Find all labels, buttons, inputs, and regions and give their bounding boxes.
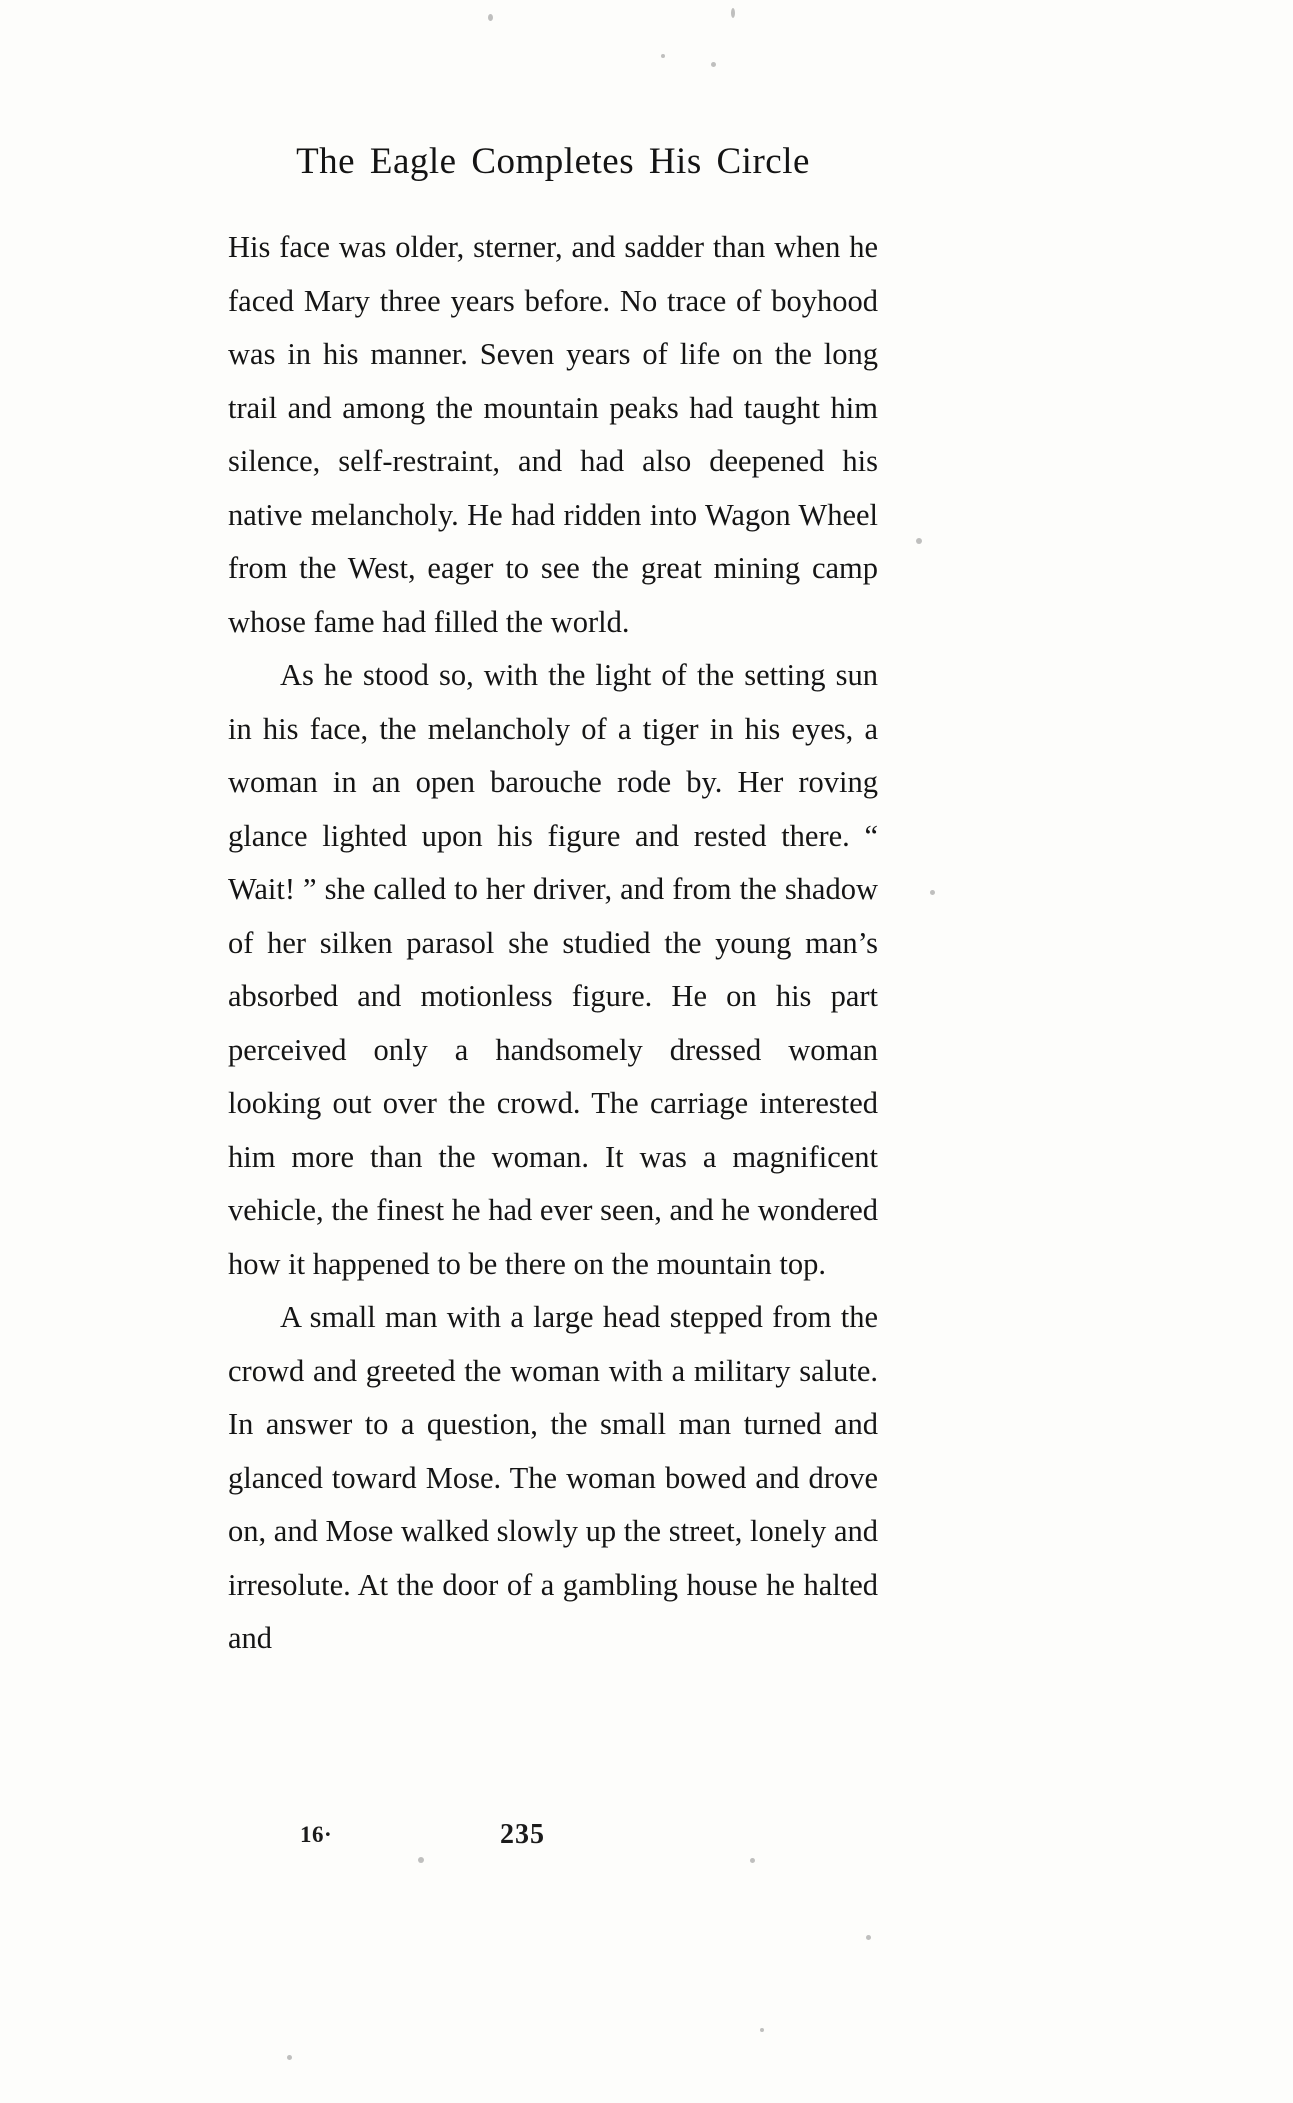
chapter-title: The Eagle Completes His Circle: [296, 141, 810, 182]
page-number: 235: [500, 1819, 545, 1850]
paragraph: His face was older, sterner, and sadder than when he faced Mary three years before. No trace of boyhood was in his manner. Seven years of life on the long trail and among the mountain peaks had taught him silence, self-restraint, and had also deepened his native melancholy. He had ridden into Wagon Wheel from the West, eager to see the great mining camp whose fame had filled the world.: [228, 230, 878, 639]
page-content: [228, 140, 878, 1666]
scan-speck: [731, 8, 735, 18]
scan-speck: [661, 54, 665, 58]
signature-mark: 16·: [300, 1822, 333, 1847]
scan-speck: [488, 14, 493, 21]
scan-speck: [866, 1935, 871, 1940]
scan-speck: [760, 2028, 764, 2032]
scan-speck: [930, 890, 935, 895]
page-footer: [228, 1819, 878, 1862]
scan-speck: [916, 538, 922, 544]
scan-speck: [287, 2055, 292, 2060]
paragraph: As he stood so, with the light of the setting sun in his face, the melancholy of a tiger in his eyes, a woman in an open barouche rode by. Her roving glance lighted upon his figure and rested there. “ Wait! ” she called to her driver, and from the shadow of her silken parasol she studied the young man’s absorbed and motionless figure. He on his part perceived only a handsomely dressed woman looking out over the crowd. The carriage interested him more than the woman. It was a magnificent vehicle, the finest he had ever seen, and he wondered how it happened to be there on the mountain top.: [228, 658, 878, 1281]
scan-speck: [711, 62, 716, 67]
paragraph: A small man with a large head stepped from the crowd and greeted the woman with a military salute. In answer to a question, the small man turned and glanced toward Mose. The woman bowed and drove on, and Mose walked slowly up the street, lonely and irresolute. At the door of a gambling house he halted and: [228, 1300, 878, 1655]
body-text: [228, 221, 878, 1666]
